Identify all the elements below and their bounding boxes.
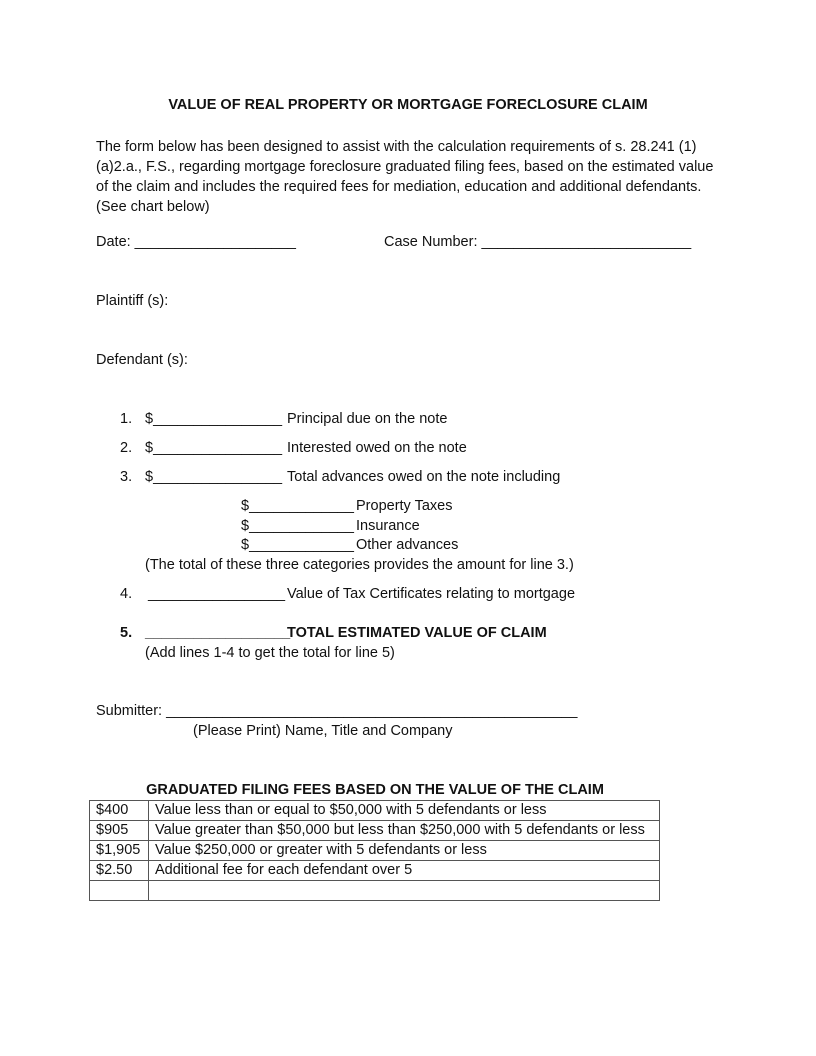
line-2-blank[interactable]: $________________ [145,440,283,456]
fee-description: Value $250,000 or greater with 5 defendants or less [149,841,660,861]
fee-description: Value greater than $50,000 but less than $250,000 with 5 defendants or less [149,821,660,841]
date-field[interactable]: Date: ____________________ [96,234,296,250]
line-5-note: (Add lines 1-4 to get the total for line 5) [145,645,395,661]
table-row [90,801,660,821]
line-number: 4. [120,586,133,602]
fee-amount: $2.50 [90,861,149,881]
line-number: 3. [120,469,133,485]
line-3-note: (The total of these three categories provides the amount for line 3.) [145,557,574,573]
intro-paragraph: The form below has been designed to assist with the calculation requirements of s. 28.241 (1)(a)2.a., F.S., regarding mortgage foreclosure graduated filing fees, based on the estimated value of the claim and includes the required fees for mediation, education and additional defendants. (See chart below) [96,139,714,215]
fee-description: Additional fee for each defendant over 5 [149,861,660,881]
property-taxes-label: Property Taxes [356,498,453,514]
insurance-blank[interactable]: $_____________ [241,518,354,534]
line-2-label: Interested owed on the note [287,440,467,456]
insurance-label: Insurance [356,518,420,534]
fee-description [149,881,660,901]
line-1-blank[interactable]: $________________ [145,411,283,427]
fee-description: Value less than or equal to $50,000 with 5 defendants or less [149,801,660,821]
other-advances-label: Other advances [356,537,459,553]
plaintiff-label: Plaintiff (s): [96,293,169,309]
line-number: 2. [120,440,133,456]
line-3-blank[interactable]: $________________ [145,469,283,485]
fees-table-title: GRADUATED FILING FEES BASED ON THE VALUE OF THE CLAIM [146,782,604,798]
submitter-field[interactable]: Submitter: ___________________________________________________ [96,703,578,719]
case-number-field[interactable]: Case Number: __________________________ [384,234,692,250]
line-4-blank[interactable]: _________________ [148,586,286,602]
page-title: VALUE OF REAL PROPERTY OR MORTGAGE FORECLOSURE CLAIM [168,97,648,113]
other-advances-blank[interactable]: $_____________ [241,537,354,553]
line-4-label: Value of Tax Certificates relating to mortgage [287,586,576,602]
property-taxes-blank[interactable]: $_____________ [241,498,354,514]
table-row [90,841,660,861]
fee-amount: $905 [90,821,149,841]
line-3-label: Total advances owed on the note including [287,469,561,485]
fee-amount [90,881,149,901]
line-1-label: Principal due on the note [287,411,448,427]
line-5-label: TOTAL ESTIMATED VALUE OF CLAIM [287,625,547,641]
defendant-label: Defendant (s): [96,352,188,368]
fees-table [89,800,660,901]
submitter-sublabel: (Please Print) Name, Title and Company [193,723,453,739]
table-row [90,861,660,881]
line-5-blank[interactable]: __________________ [145,625,291,641]
table-row [90,821,660,841]
line-number: 5. [120,625,133,641]
fee-amount: $1,905 [90,841,149,861]
table-row [90,881,660,901]
line-number: 1. [120,411,133,427]
fee-amount: $400 [90,801,149,821]
